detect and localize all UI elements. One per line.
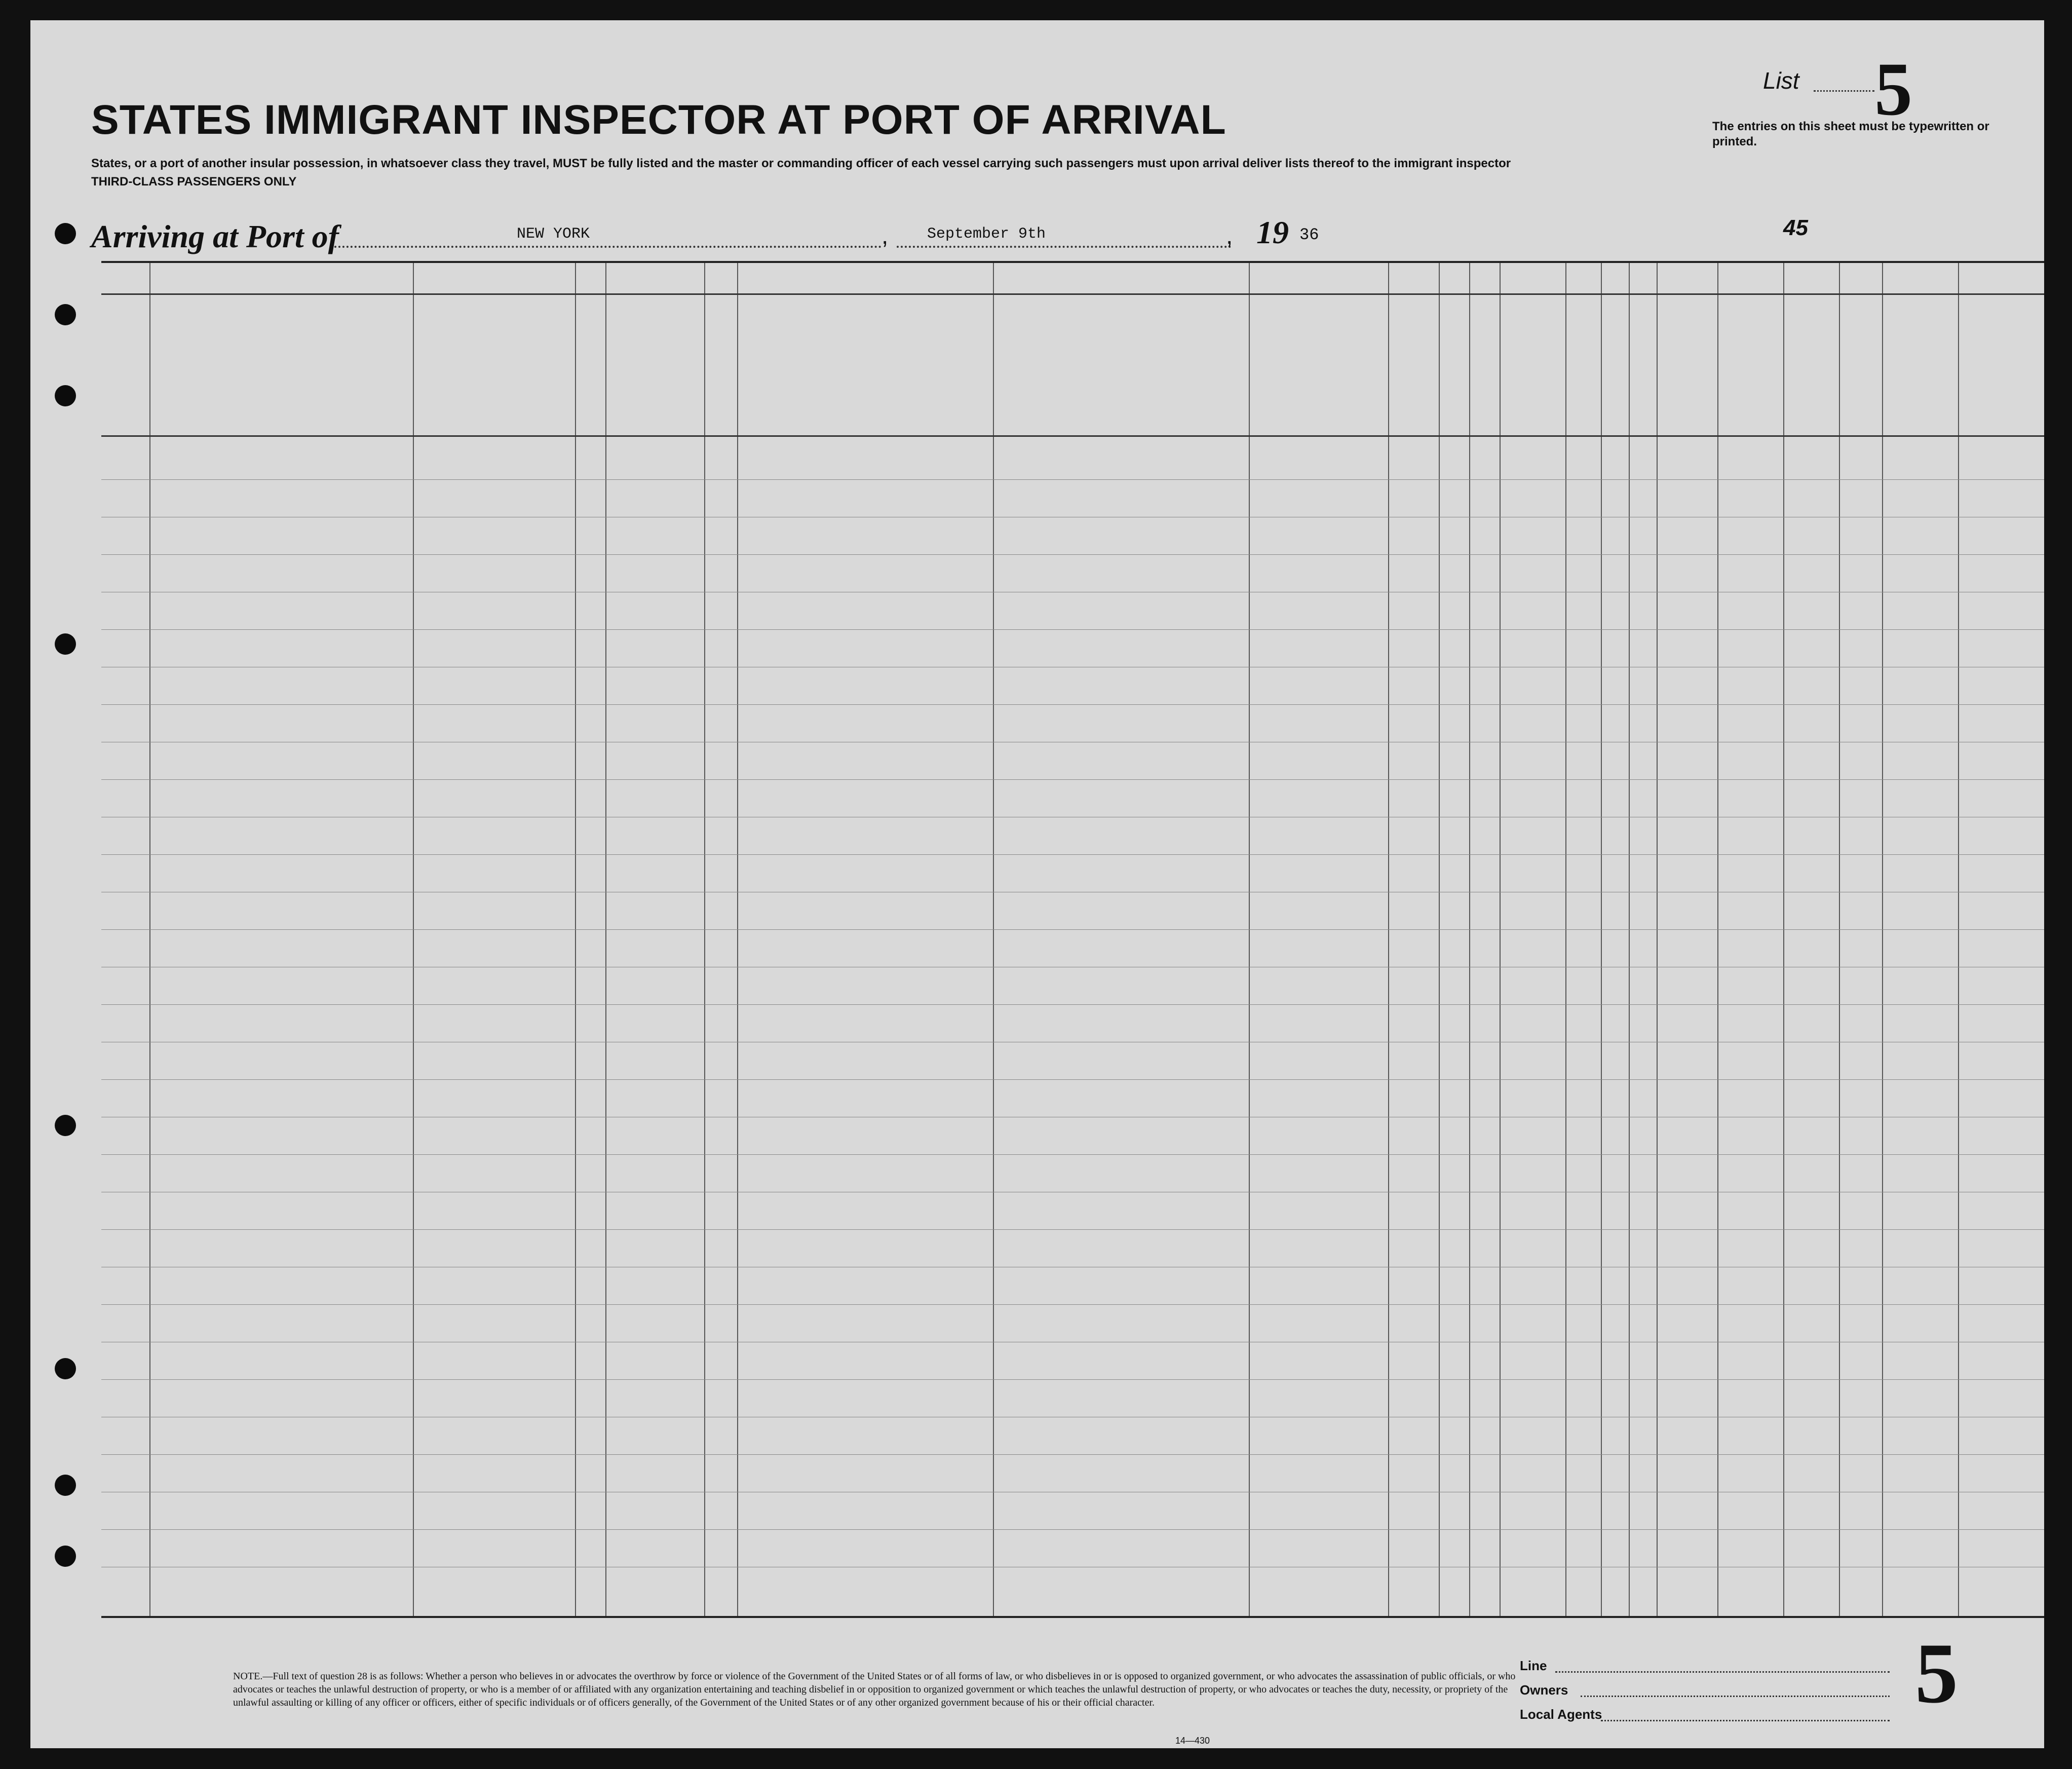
punch-hole: [55, 1475, 76, 1496]
punch-hole: [55, 1546, 76, 1567]
owners-field: [1581, 1696, 1890, 1697]
punch-hole: [55, 1358, 76, 1379]
column-divider: [1783, 263, 1784, 1616]
voyage-number: 45: [1783, 215, 1808, 240]
manifest-table: [101, 261, 2044, 1618]
column-divider: [605, 263, 606, 1616]
year-suffix: 36: [1299, 225, 1319, 244]
header-subtitle: [91, 155, 1662, 191]
column-divider: [1657, 263, 1658, 1616]
header-rule: [101, 293, 2044, 295]
page-title: STATES IMMIGRANT INSPECTOR AT PORT OF ARRIVAL: [91, 97, 1226, 143]
footnote: NOTE.—Full text of question 28 is as follows: Whether a person who believes in or advocates the overthrow by force or violence of the Government of the United States or of all forms of law, or who disbelieves in or is opposed to organized government, or who advocates the assassination of public officials, or who advocates or teaches the unlawful destruction of property, or who is a member of or affiliated with any organization entertaining and teaching disbelief in or opposition to organized government or which teaches the unlawful destruction of property, or who advocates or teaches the duty, necessity, or propriety of the unlawful assaulting or killing of any officer or officers, either of specific individuals or of officers generally, of the Government of the United States or of any other organized government because of his or their official character.: [233, 1671, 1516, 1708]
column-divider: [1249, 263, 1250, 1616]
form-number: 14—430: [1175, 1736, 1210, 1746]
comma-glyph: ,: [881, 222, 889, 249]
punch-hole: [55, 223, 76, 244]
port-dotline: [334, 246, 881, 248]
row-rule: [101, 1304, 2044, 1305]
row-rule: [101, 629, 2044, 630]
date-dotline: [897, 246, 1231, 248]
column-divider: [1717, 263, 1718, 1616]
arriving-label: Arriving at Port of: [91, 218, 339, 254]
line-label: Line: [1520, 1658, 1547, 1673]
column-divider: [1469, 263, 1470, 1616]
row-rule: [101, 854, 2044, 855]
column-divider: [1601, 263, 1602, 1616]
typed-note: The entries on this sheet must be typewritten or printed.: [1712, 120, 1989, 148]
header-bottom-rule: [101, 435, 2044, 437]
column-divider: [1388, 263, 1389, 1616]
list-label: List: [1763, 67, 1799, 94]
column-divider: [993, 263, 994, 1616]
column-divider: [737, 263, 738, 1616]
class-label: THIRD-CLASS PASSENGERS ONLY: [91, 175, 297, 189]
row-rule: [101, 554, 2044, 555]
column-divider: [704, 263, 705, 1616]
header-instruction: States, or a port of another insular possession, in whatsoever class they travel, MUST be fully listed and the master or commanding officer of each vessel carrying such passengers must upon arrival deliver lists thereof to the immigrant inspector: [91, 157, 1511, 170]
row-rule: [101, 704, 2044, 705]
list-number: 5: [1874, 47, 1912, 131]
column-divider: [149, 263, 150, 1616]
punch-hole: [55, 633, 76, 655]
punch-hole: [55, 1115, 76, 1136]
column-divider: [413, 263, 414, 1616]
column-divider: [1629, 263, 1630, 1616]
port-value: NEW YORK: [517, 225, 590, 243]
date-value: September 9th: [927, 225, 1046, 243]
column-divider: [575, 263, 576, 1616]
sheet-number: 5: [1915, 1626, 1958, 1721]
punch-hole: [55, 385, 76, 406]
agents-field: [1601, 1720, 1890, 1721]
row-rule: [101, 929, 2044, 930]
column-divider: [1882, 263, 1883, 1616]
row-rule: [101, 1154, 2044, 1155]
row-rule: [101, 479, 2044, 480]
manifest-sheet: [30, 20, 2044, 1748]
year-prefix: 19: [1256, 214, 1289, 250]
owners-label: Owners: [1520, 1682, 1568, 1698]
list-dotline: [1814, 90, 1874, 92]
row-rule: [101, 779, 2044, 780]
row-rule: [101, 1529, 2044, 1530]
row-rule: [101, 1379, 2044, 1380]
column-divider: [1839, 263, 1840, 1616]
row-rule: [101, 1454, 2044, 1455]
row-rule: [101, 1004, 2044, 1005]
column-divider: [1439, 263, 1440, 1616]
column-divider: [1500, 263, 1501, 1616]
agents-label: Local Agents: [1520, 1707, 1602, 1722]
row-rule: [101, 1079, 2044, 1080]
row-rule: [101, 1229, 2044, 1230]
column-divider: [1565, 263, 1566, 1616]
column-divider: [1958, 263, 1959, 1616]
comma-glyph: ,: [1226, 222, 1233, 249]
punch-hole: [55, 304, 76, 325]
line-field: [1555, 1671, 1890, 1673]
